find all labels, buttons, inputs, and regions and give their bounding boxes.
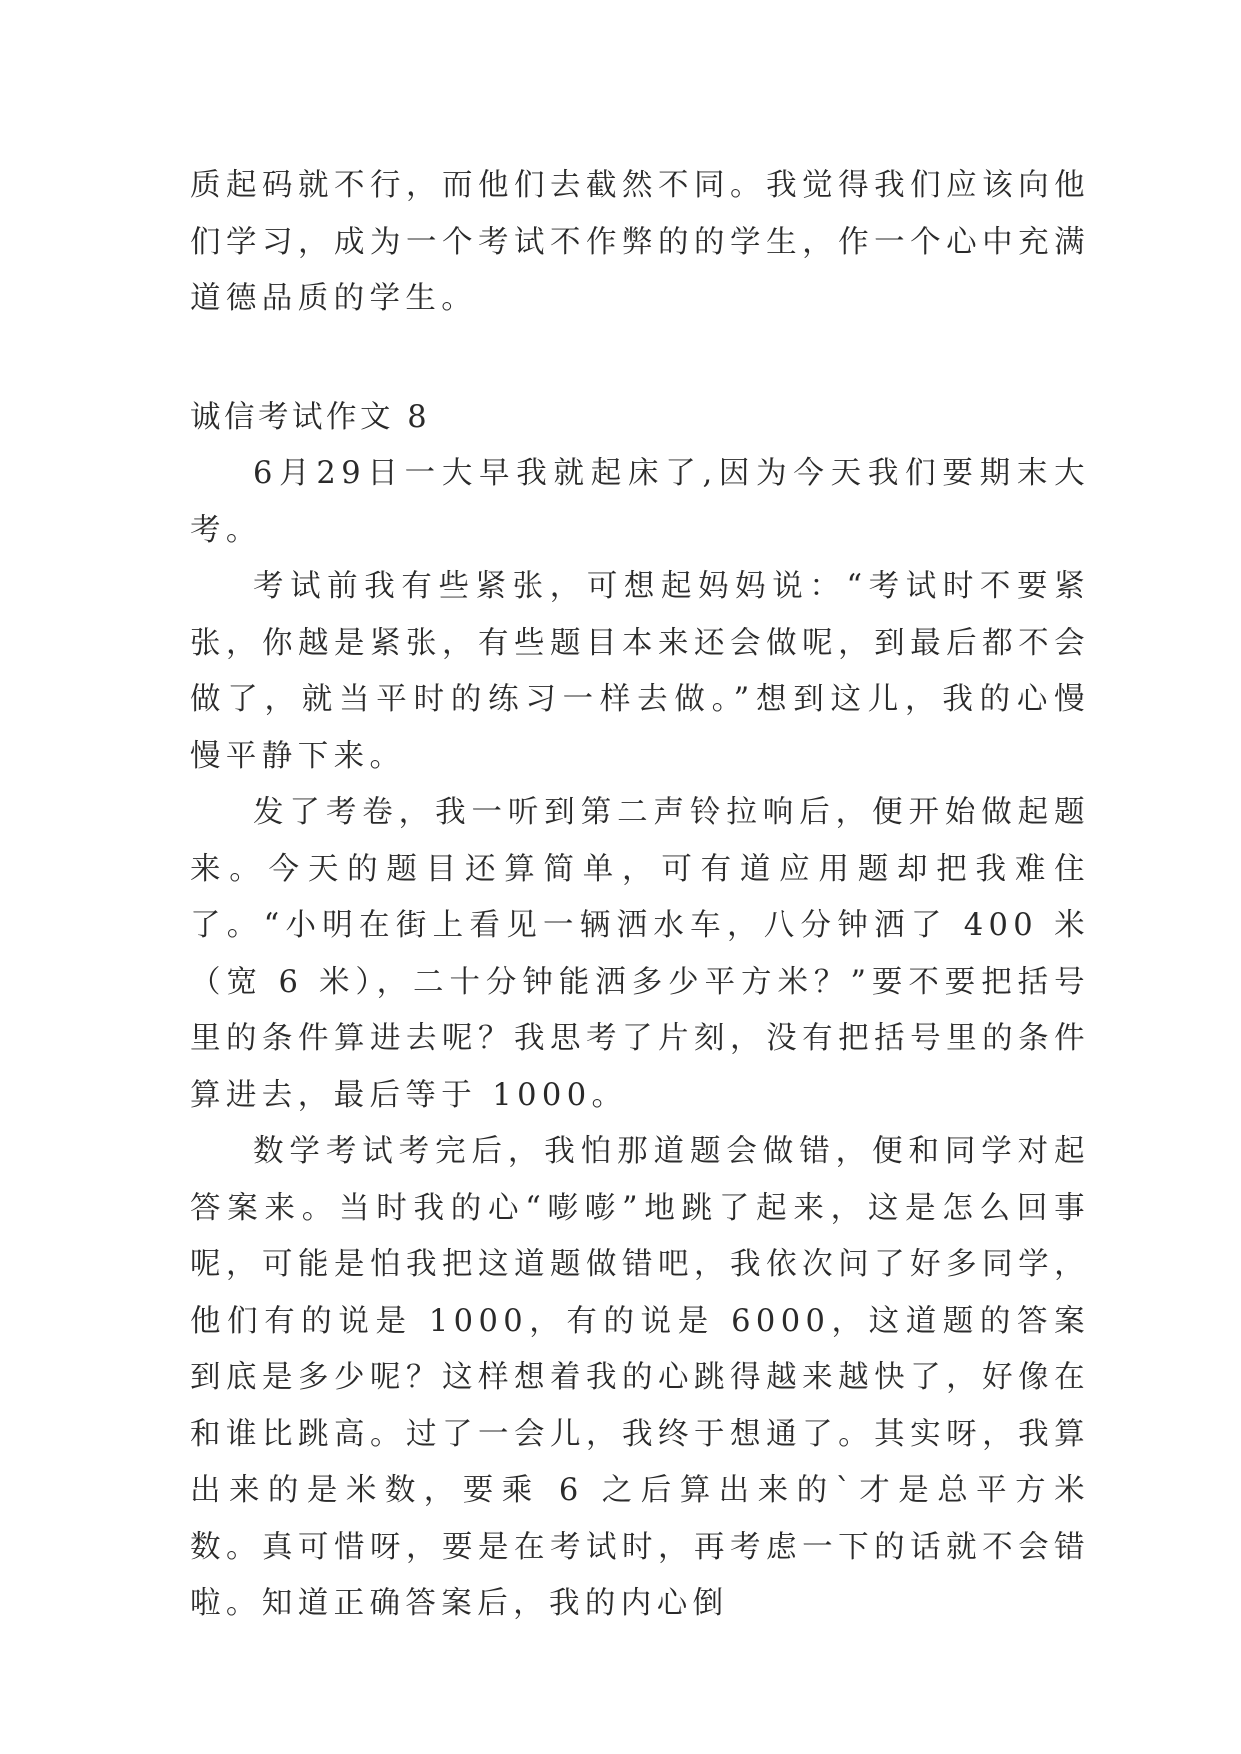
essay-body xyxy=(190,446,1090,1633)
paragraph-4: 数学考试考完后，我怕那道题会做错，便和同学对起答案来。当时我的心“嘭嘭”地跳了起来，这是怎么回事呢，可能是怕我把这道题做错吧，我依次问了好多同学，他们有的说是 1000，有的说是 6000，这道题的答案到底是多少呢？这样想着我的心跳得越来越快了，好像在和谁比跳高。过了一会儿，我终于想通了。其实呀，我算出来的是米数，要乘 6 之后算出来的`才是总平方米数。真可惜呀，要是在考试时，再考虑一下的话就不会错啦。知道正确答案后，我的内心倒 xyxy=(190,1134,1090,1621)
document-page xyxy=(190,158,1090,1633)
section-title: 诚信考试作文 8 xyxy=(190,399,431,435)
paragraph-2: 考试前我有些紧张，可想起妈妈说：“考试时不要紧张，你越是紧张，有些题目本来还会做呢，到最后都不会做了，就当平时的练习一样去做。”想到这儿，我的心慢慢平静下来。 xyxy=(190,569,1090,774)
paragraph-3: 发了考卷，我一听到第二声铃拉响后，便开始做起题来。今天的题目还算简单，可有道应用题却把我难住了。“小明在街上看见一辆洒水车，八分钟洒了 400 米（宽 6 米），二十分钟能洒多少平方米？”要不要把括号里的条件算进去呢？我思考了片刻，没有把括号里的条件算进去，最后等于 1000。 xyxy=(190,795,1090,1113)
paragraph-1: 6月29日一大早我就起床了,因为今天我们要期末大考。 xyxy=(190,456,1090,548)
continuation-paragraph: 质起码就不行，而他们去截然不同。我觉得我们应该向他们学习，成为一个考试不作弊的的学生，作一个心中充满道德品质的学生。 xyxy=(190,168,1090,316)
